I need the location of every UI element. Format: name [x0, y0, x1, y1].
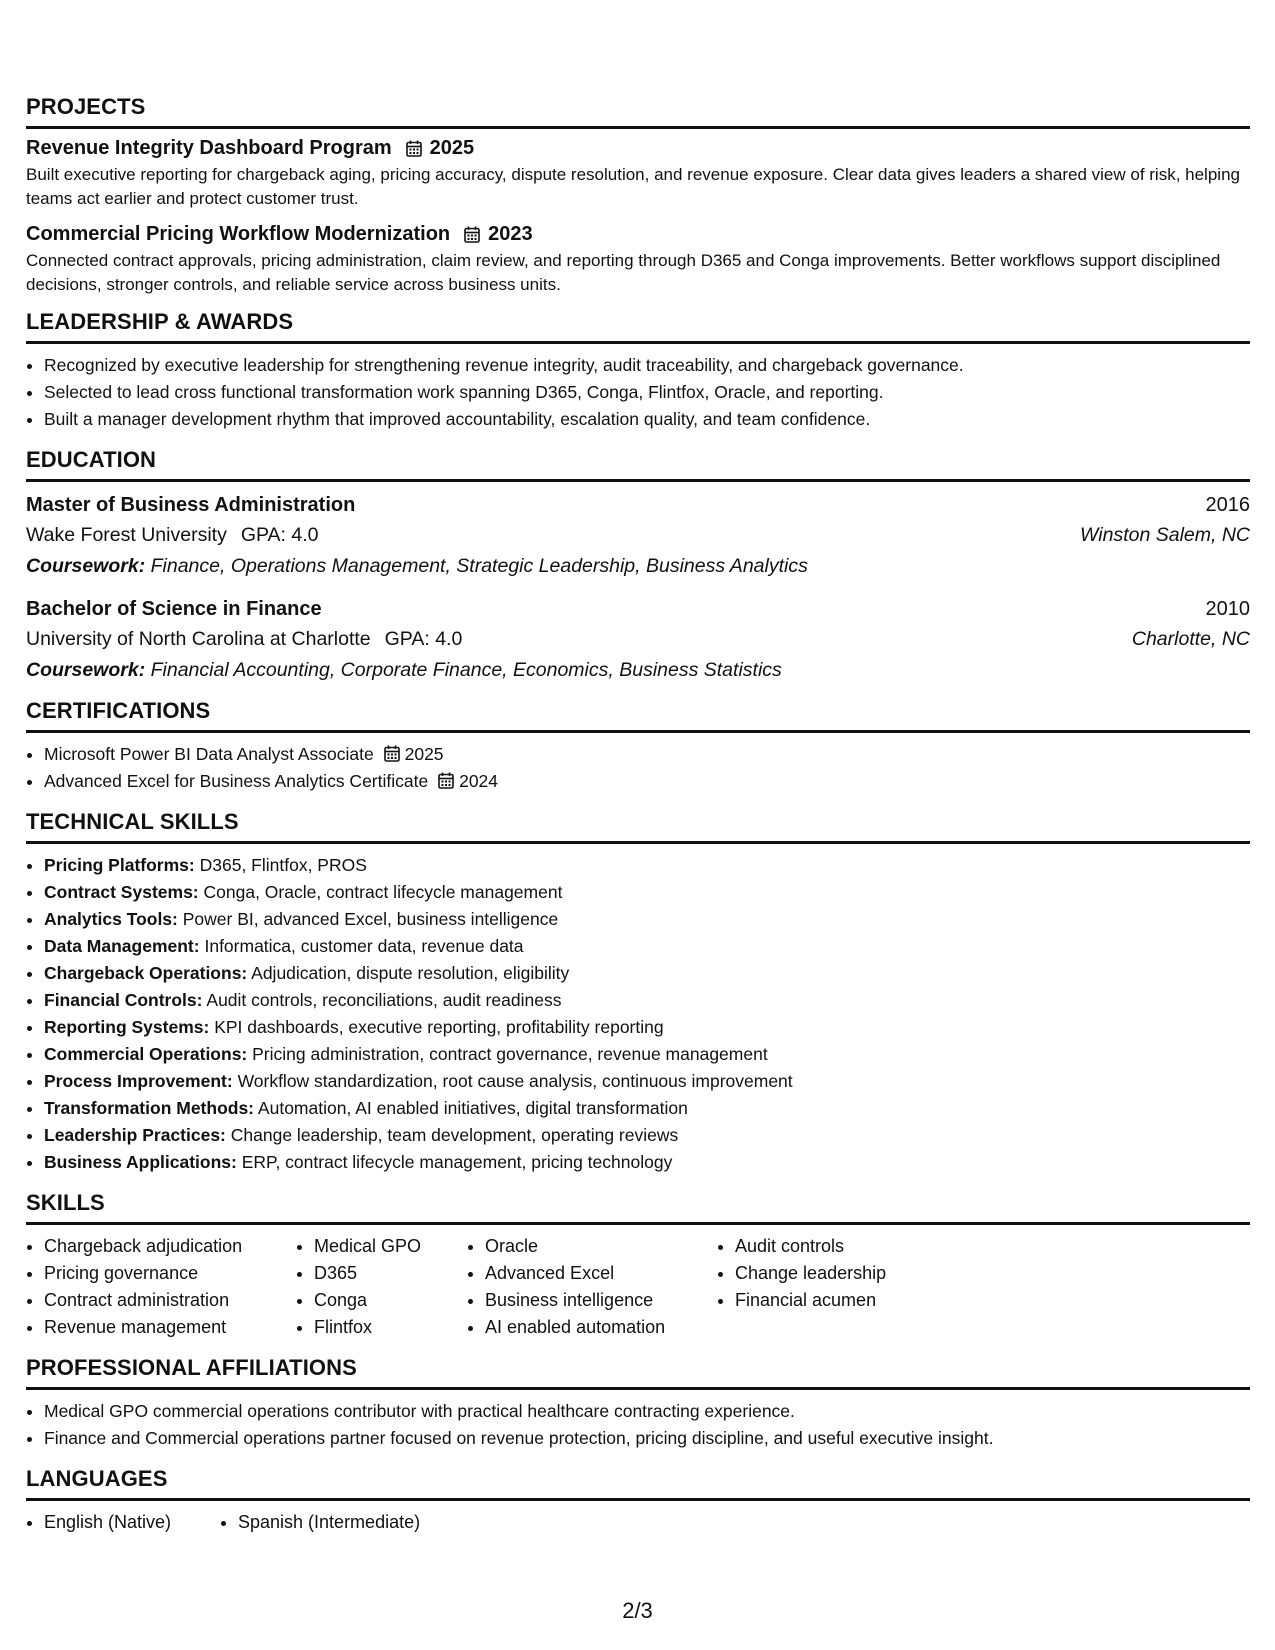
project-name: Commercial Pricing Workflow Modernization — [26, 223, 451, 245]
education-item — [26, 594, 1250, 686]
skill-value: KPI dashboards, executive reporting, profitability reporting — [214, 1017, 664, 1037]
affiliations-section — [26, 1355, 1250, 1452]
leadership-section — [26, 309, 1250, 433]
skills-section — [26, 1190, 1250, 1341]
coursework — [26, 655, 1250, 686]
project-item — [26, 223, 1250, 297]
cert-name: Microsoft Power BI Data Analyst Associate — [44, 744, 374, 764]
section-title: SKILLS — [26, 1190, 1250, 1225]
skill-item: • AI enabled automation — [485, 1314, 699, 1341]
skill-item: • Financial acumen — [735, 1287, 955, 1314]
skill-item: • Revenue management — [44, 1314, 278, 1341]
skill-value: Workflow standardization, root cause analysis, continuous improvement — [237, 1071, 793, 1091]
project-item — [26, 137, 1250, 211]
skill-value: Audit controls, reconciliations, audit readiness — [206, 990, 562, 1010]
cert-year: 2024 — [459, 771, 499, 791]
list-item — [44, 768, 1250, 795]
skill-value: Power BI, advanced Excel, business intelligence — [182, 909, 559, 929]
location: Charlotte, NC — [1131, 628, 1250, 650]
list-item: • Selected to lead cross functional transformation work spanning D365, Conga, Flintfox, Oracle, and reporting. — [44, 379, 1250, 406]
calendar-icon — [438, 772, 454, 789]
skill-value: D365, Flintfox, PROS — [199, 855, 367, 875]
list-item — [44, 960, 1250, 987]
language-item: • Spanish (Intermediate) — [238, 1509, 420, 1536]
skill-item: • Pricing governance — [44, 1260, 278, 1287]
coursework-label: Coursework: — [26, 555, 146, 577]
skill-label: Commercial Operations: — [44, 1044, 248, 1064]
grad-year: 2010 — [1205, 598, 1250, 620]
calendar-icon — [464, 226, 480, 243]
skill-label: Leadership Practices: — [44, 1125, 226, 1145]
section-title: LEADERSHIP & AWARDS — [26, 309, 1250, 344]
cert-name: Advanced Excel for Business Analytics Certificate — [44, 771, 429, 791]
skill-item: • Business intelligence — [485, 1287, 699, 1314]
list-item: • Recognized by executive leadership for strengthening revenue integrity, audit traceability, and chargeback governance. — [44, 352, 1250, 379]
list-item — [44, 906, 1250, 933]
skill-label: Analytics Tools: — [44, 909, 178, 929]
skill-label: Data Management: — [44, 936, 200, 956]
skill-item: • Flintfox — [314, 1314, 449, 1341]
technical-skills-section — [26, 809, 1250, 1176]
certifications-section — [26, 698, 1250, 795]
skill-label: Process Improvement: — [44, 1071, 233, 1091]
skill-item: • Conga — [314, 1287, 449, 1314]
list-item — [44, 933, 1250, 960]
skill-value: Change leadership, team development, operating reviews — [230, 1125, 679, 1145]
skill-item: • Chargeback adjudication — [44, 1233, 278, 1260]
skill-value: Conga, Oracle, contract lifecycle management — [203, 882, 563, 902]
coursework-list: Financial Accounting, Corporate Finance, Economics, Business Statistics — [150, 659, 782, 681]
skill-value: ERP, contract lifecycle management, pricing technology — [241, 1152, 673, 1172]
language-item: • English (Native) — [44, 1509, 202, 1536]
resume-page — [26, 94, 1250, 1536]
projects-section — [26, 94, 1250, 297]
calendar-icon — [406, 140, 422, 157]
project-name: Revenue Integrity Dashboard Program — [26, 137, 392, 159]
coursework-list: Finance, Operations Management, Strategic Leadership, Business Analytics — [150, 555, 808, 577]
skill-label: Reporting Systems: — [44, 1017, 210, 1037]
section-title: CERTIFICATIONS — [26, 698, 1250, 733]
skill-label: Financial Controls: — [44, 990, 203, 1010]
list-item: • Built a manager development rhythm that improved accountability, escalation quality, and team confidence. — [44, 406, 1250, 433]
skill-item: • Audit controls — [735, 1233, 955, 1260]
list-item — [44, 1122, 1250, 1149]
education-item — [26, 490, 1250, 582]
skill-item: • Medical GPO — [314, 1233, 449, 1260]
school: University of North Carolina at Charlotte — [26, 628, 371, 650]
gpa: GPA: 4.0 — [384, 628, 463, 650]
list-item — [44, 852, 1250, 879]
list-item: • Finance and Commercial operations partner focused on revenue protection, pricing discipline, and useful executive insight. — [44, 1425, 1250, 1452]
degree: Bachelor of Science in Finance — [26, 598, 322, 620]
languages-section — [26, 1466, 1250, 1536]
school: Wake Forest University — [26, 524, 227, 546]
skill-value: Adjudication, dispute resolution, eligibility — [251, 963, 570, 983]
skill-item: • Change leadership — [735, 1260, 955, 1287]
list-item — [44, 1149, 1250, 1176]
skill-label: Transformation Methods: — [44, 1098, 255, 1118]
section-title: PROJECTS — [26, 94, 1250, 129]
skill-label: Pricing Platforms: — [44, 855, 195, 875]
list-item — [44, 741, 1250, 768]
list-item — [44, 1095, 1250, 1122]
section-title: PROFESSIONAL AFFILIATIONS — [26, 1355, 1250, 1390]
list-item — [44, 1014, 1250, 1041]
cert-year: 2025 — [404, 744, 444, 764]
section-title: EDUCATION — [26, 447, 1250, 482]
section-title: LANGUAGES — [26, 1466, 1250, 1501]
skill-label: Contract Systems: — [44, 882, 199, 902]
skill-label: Chargeback Operations: — [44, 963, 248, 983]
list-item — [44, 1068, 1250, 1095]
skill-item: • Advanced Excel — [485, 1260, 699, 1287]
grad-year: 2016 — [1205, 494, 1250, 516]
coursework — [26, 551, 1250, 582]
skill-item: • Contract administration — [44, 1287, 278, 1314]
education-section — [26, 447, 1250, 686]
skill-value: Automation, AI enabled initiatives, digital transformation — [257, 1098, 688, 1118]
skill-value: Pricing administration, contract governance, revenue management — [252, 1044, 768, 1064]
location: Winston Salem, NC — [1080, 524, 1250, 546]
coursework-label: Coursework: — [26, 659, 146, 681]
skill-item: • D365 — [314, 1260, 449, 1287]
skill-item: • Oracle — [485, 1233, 699, 1260]
page-number: 2/3 — [622, 1598, 653, 1623]
project-year: 2023 — [488, 223, 533, 245]
project-year: 2025 — [429, 137, 475, 159]
calendar-icon — [384, 745, 400, 762]
skill-value: Informatica, customer data, revenue data — [204, 936, 524, 956]
degree: Master of Business Administration — [26, 494, 356, 516]
list-item — [44, 987, 1250, 1014]
gpa: GPA: 4.0 — [240, 524, 319, 546]
project-description: Built executive reporting for chargeback aging, pricing accuracy, dispute resolution, and revenue exposure. Clear data gives leaders a shared view of risk, helping teams act earlier and protect customer trust. — [26, 165, 1240, 208]
skill-label: Business Applications: — [44, 1152, 237, 1172]
project-description: Connected contract approvals, pricing administration, claim review, and reporting through D365 and Conga improvements. Better workflows support disciplined decisions, stronger controls, and reliable service across business units. — [26, 251, 1221, 294]
list-item — [44, 879, 1250, 906]
list-item — [44, 1041, 1250, 1068]
section-title: TECHNICAL SKILLS — [26, 809, 1250, 844]
list-item: • Medical GPO commercial operations contributor with practical healthcare contracting experience. — [44, 1398, 1250, 1425]
